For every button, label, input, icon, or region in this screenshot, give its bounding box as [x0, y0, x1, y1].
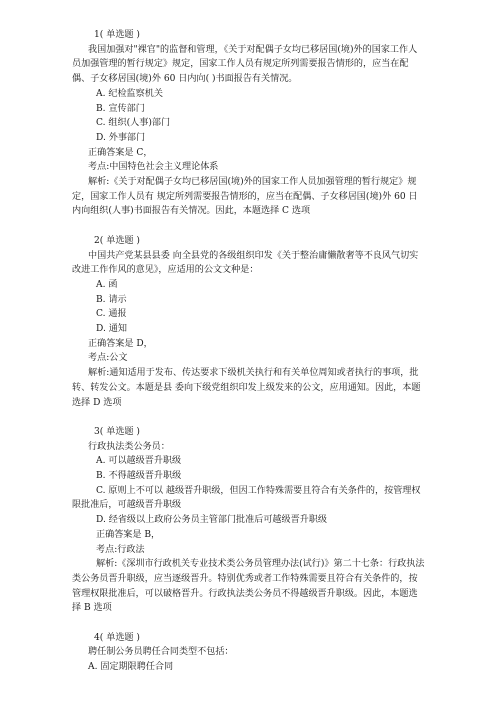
question-1-answer: 正确答案是 C， — [88, 147, 153, 158]
question-3-point: 考点:行政法 — [96, 544, 145, 555]
question-1-analysis: 解析:《关于对配偶子女均已移居国(境)外的国家工作人员加强管理的暂行规定》规定，国家工作人员有 规定所列需要报告情形的，应当在配偶、子女移居国(境)外 60 日内向组织(人事)书面报告有关情况。因此，本题选择 C 选项 — [72, 177, 418, 217]
question-2-point: 考点:公文 — [88, 353, 128, 364]
question-3-option-b: B. 不得越级晋升职级 — [96, 471, 182, 482]
question-2-option-d: D. 通知 — [96, 324, 127, 335]
question-4-stem: 聘任制公务员聘任合同类型不包括： — [88, 647, 234, 658]
question-2-analysis: 解析:通知适用于发布、传达要求下级机关执行和有关单位周知或者执行的事项，批转、转发公文。本题是县 委向下级党组织印发上级发来的公文，应用通知。因此，本题选择 D 选项 — [72, 368, 421, 408]
question-4-option-a: A. 固定期限聘任合同 — [88, 662, 174, 673]
question-2-stem: 中国共产党某县县委 向全县党的各级组织印发《关于整治庸懒散奢等不良风气切实改进工作作风的意见》，应适用的公文文种是： — [72, 250, 419, 276]
question-1-point: 考点:中国特色社会主义理论体系 — [88, 162, 219, 173]
question-1-option-c: C. 组织(人事)部门 — [96, 118, 171, 129]
question-3-header: 3( 单选题 ) — [94, 426, 140, 437]
question-2-answer: 正确答案是 D， — [88, 338, 153, 349]
question-2-option-c: C. 通报 — [96, 309, 127, 320]
question-3-option-c: C. 原则上不可以 越级晋升职级，但因工作特殊需要且符合有关条件的，按管理权限批准后，可越级晋升职级 — [72, 485, 421, 511]
question-1-option-b: B. 宣传部门 — [96, 103, 145, 114]
question-1-stem: 我国加强对"裸官"的监督和管理，《关于对配偶子女均已移居国(境)外的国家工作人员加强管理的暂行规定》规定，国家工作人员有规定所列需要报告情形的，应当在配偶、子女移居国(境)外 60 日内向( )书面报告有关情况。 — [72, 44, 418, 85]
question-3-analysis: 解析:《深圳市行政机关专业技术类公务员管理办法(试行)》第二十七条：行政执法类公务员晋升职级，应当逐级晋升。特别优秀或者工作特殊需要且符合有关条件的，按管理权限批准后，可以破格晋升。行政执法类公务员不得越级晋升职级。因此，本题选择 B 选项 — [72, 559, 425, 614]
question-3-option-a: A. 可以越级晋升职级 — [96, 456, 182, 467]
question-3-option-d: D. 经省级以上政府公务员主管部门批准后可越级晋升职级 — [96, 515, 327, 526]
question-1-header: 1( 单选题 ) — [94, 30, 140, 40]
question-4-header: 4( 单选题 ) — [94, 632, 140, 643]
question-1-option-d: D. 外事部门 — [96, 132, 146, 143]
question-3-answer: 正确答案是 B， — [96, 529, 161, 540]
question-2-option-b: B. 请示 — [96, 294, 127, 305]
question-2-header: 2( 单选题 ) — [94, 235, 140, 246]
question-2-option-a: A. 函 — [96, 279, 118, 290]
question-1-option-a: A. 纪检监察机关 — [96, 88, 163, 99]
question-3-stem: 行政执法类公务员： — [88, 441, 170, 452]
